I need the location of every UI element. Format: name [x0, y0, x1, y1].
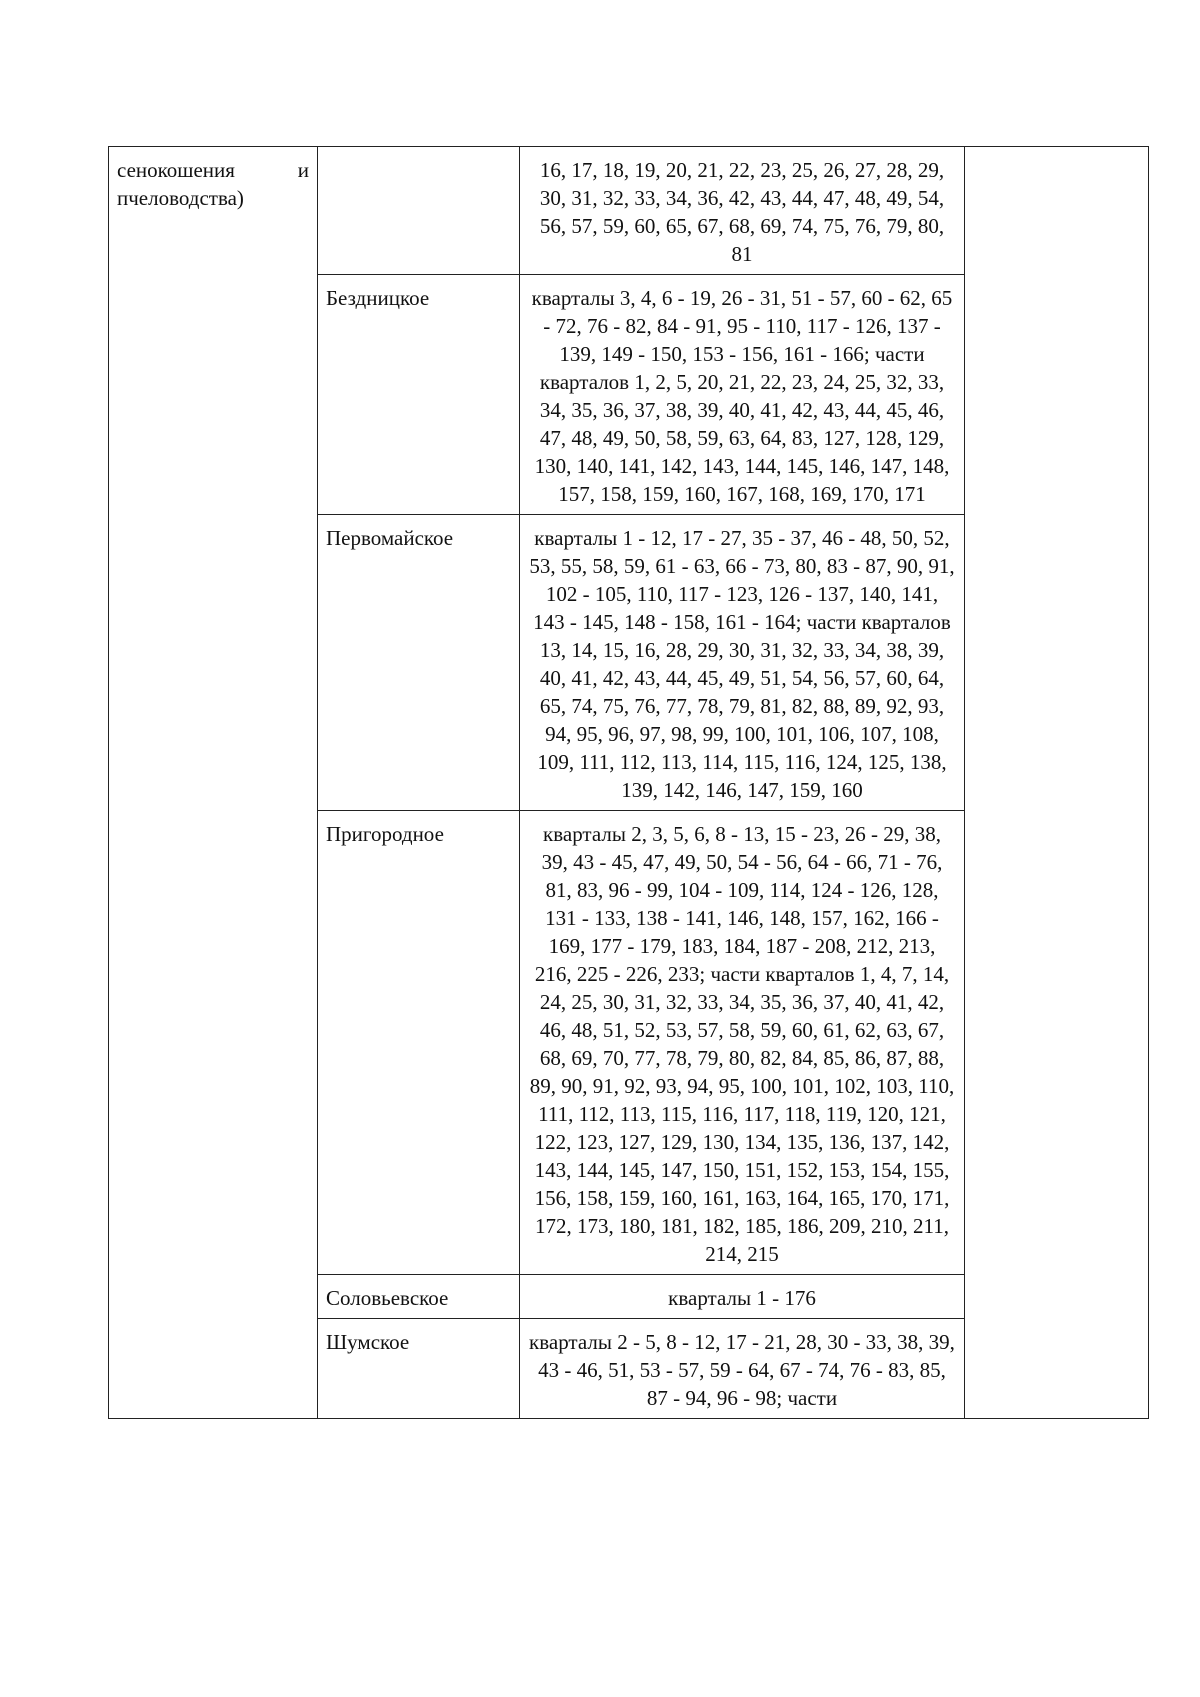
- quarters-cell: 16, 17, 18, 19, 20, 21, 22, 23, 25, 26, 27, 28, 29, 30, 31, 32, 33, 34, 36, 42, 43, 44, 47, 48, 49, 54, 56, 57, 59, 60, 65, 67, 68, 69, 74, 75, 76, 79, 80, 81: [520, 147, 965, 275]
- forestry-table: [108, 146, 1149, 1419]
- quarters-cell: кварталы 1 - 12, 17 - 27, 35 - 37, 46 - 48, 50, 52, 53, 55, 58, 59, 61 - 63, 66 - 73, 80, 83 - 87, 90, 91, 102 - 105, 110, 117 - 123, 126 - 137, 140, 141, 143 - 145, 148 - 158, 161 - 164; части кварталов 13, 14, 15, 16, 28, 29, 30, 31, 32, 33, 34, 38, 39, 40, 41, 42, 43, 44, 45, 49, 51, 54, 56, 57, 60, 64, 65, 74, 75, 76, 77, 78, 79, 81, 82, 88, 89, 92, 93, 94, 95, 96, 97, 98, 99, 100, 101, 106, 107, 108, 109, 111, 112, 113, 114, 115, 116, 124, 125, 138, 139, 142, 146, 147, 159, 160: [520, 515, 965, 811]
- district-name-cell: [318, 147, 520, 275]
- purpose-cell: сенокошения и пчеловодства): [109, 147, 318, 1419]
- empty-cell: [965, 147, 1149, 1419]
- district-name-cell: Шумское: [318, 1319, 520, 1419]
- district-name-cell: Первомайское: [318, 515, 520, 811]
- district-name-cell: Бездницкое: [318, 275, 520, 515]
- district-name-cell: Пригородное: [318, 811, 520, 1275]
- quarters-cell: кварталы 2 - 5, 8 - 12, 17 - 21, 28, 30 - 33, 38, 39, 43 - 46, 51, 53 - 57, 59 - 64, 67 - 74, 76 - 83, 85, 87 - 94, 96 - 98; части: [520, 1319, 965, 1419]
- district-name-cell: Соловьевское: [318, 1275, 520, 1319]
- quarters-cell: кварталы 1 - 176: [520, 1275, 965, 1319]
- quarters-cell: кварталы 2, 3, 5, 6, 8 - 13, 15 - 23, 26 - 29, 38, 39, 43 - 45, 47, 49, 50, 54 - 56, 64 - 66, 71 - 76, 81, 83, 96 - 99, 104 - 109, 114, 124 - 126, 128, 131 - 133, 138 - 141, 146, 148, 157, 162, 166 - 169, 177 - 179, 183, 184, 187 - 208, 212, 213, 216, 225 - 226, 233; части кварталов 1, 4, 7, 14, 24, 25, 30, 31, 32, 33, 34, 35, 36, 37, 40, 41, 42, 46, 48, 51, 52, 53, 57, 58, 59, 60, 61, 62, 63, 67, 68, 69, 70, 77, 78, 79, 80, 82, 84, 85, 86, 87, 88, 89, 90, 91, 92, 93, 94, 95, 100, 101, 102, 103, 110, 111, 112, 113, 115, 116, 117, 118, 119, 120, 121, 122, 123, 127, 129, 130, 134, 135, 136, 137, 142, 143, 144, 145, 147, 150, 151, 152, 153, 154, 155, 156, 158, 159, 160, 161, 163, 164, 165, 170, 171, 172, 173, 180, 181, 182, 185, 186, 209, 210, 211, 214, 215: [520, 811, 965, 1275]
- quarters-cell: кварталы 3, 4, 6 - 19, 26 - 31, 51 - 57, 60 - 62, 65 - 72, 76 - 82, 84 - 91, 95 - 110, 117 - 126, 137 - 139, 149 - 150, 153 - 156, 161 - 166; части кварталов 1, 2, 5, 20, 21, 22, 23, 24, 25, 32, 33, 34, 35, 36, 37, 38, 39, 40, 41, 42, 43, 44, 45, 46, 47, 48, 49, 50, 58, 59, 63, 64, 83, 127, 128, 129, 130, 140, 141, 142, 143, 144, 145, 146, 147, 148, 157, 158, 159, 160, 167, 168, 169, 170, 171: [520, 275, 965, 515]
- table-row: [109, 147, 1149, 275]
